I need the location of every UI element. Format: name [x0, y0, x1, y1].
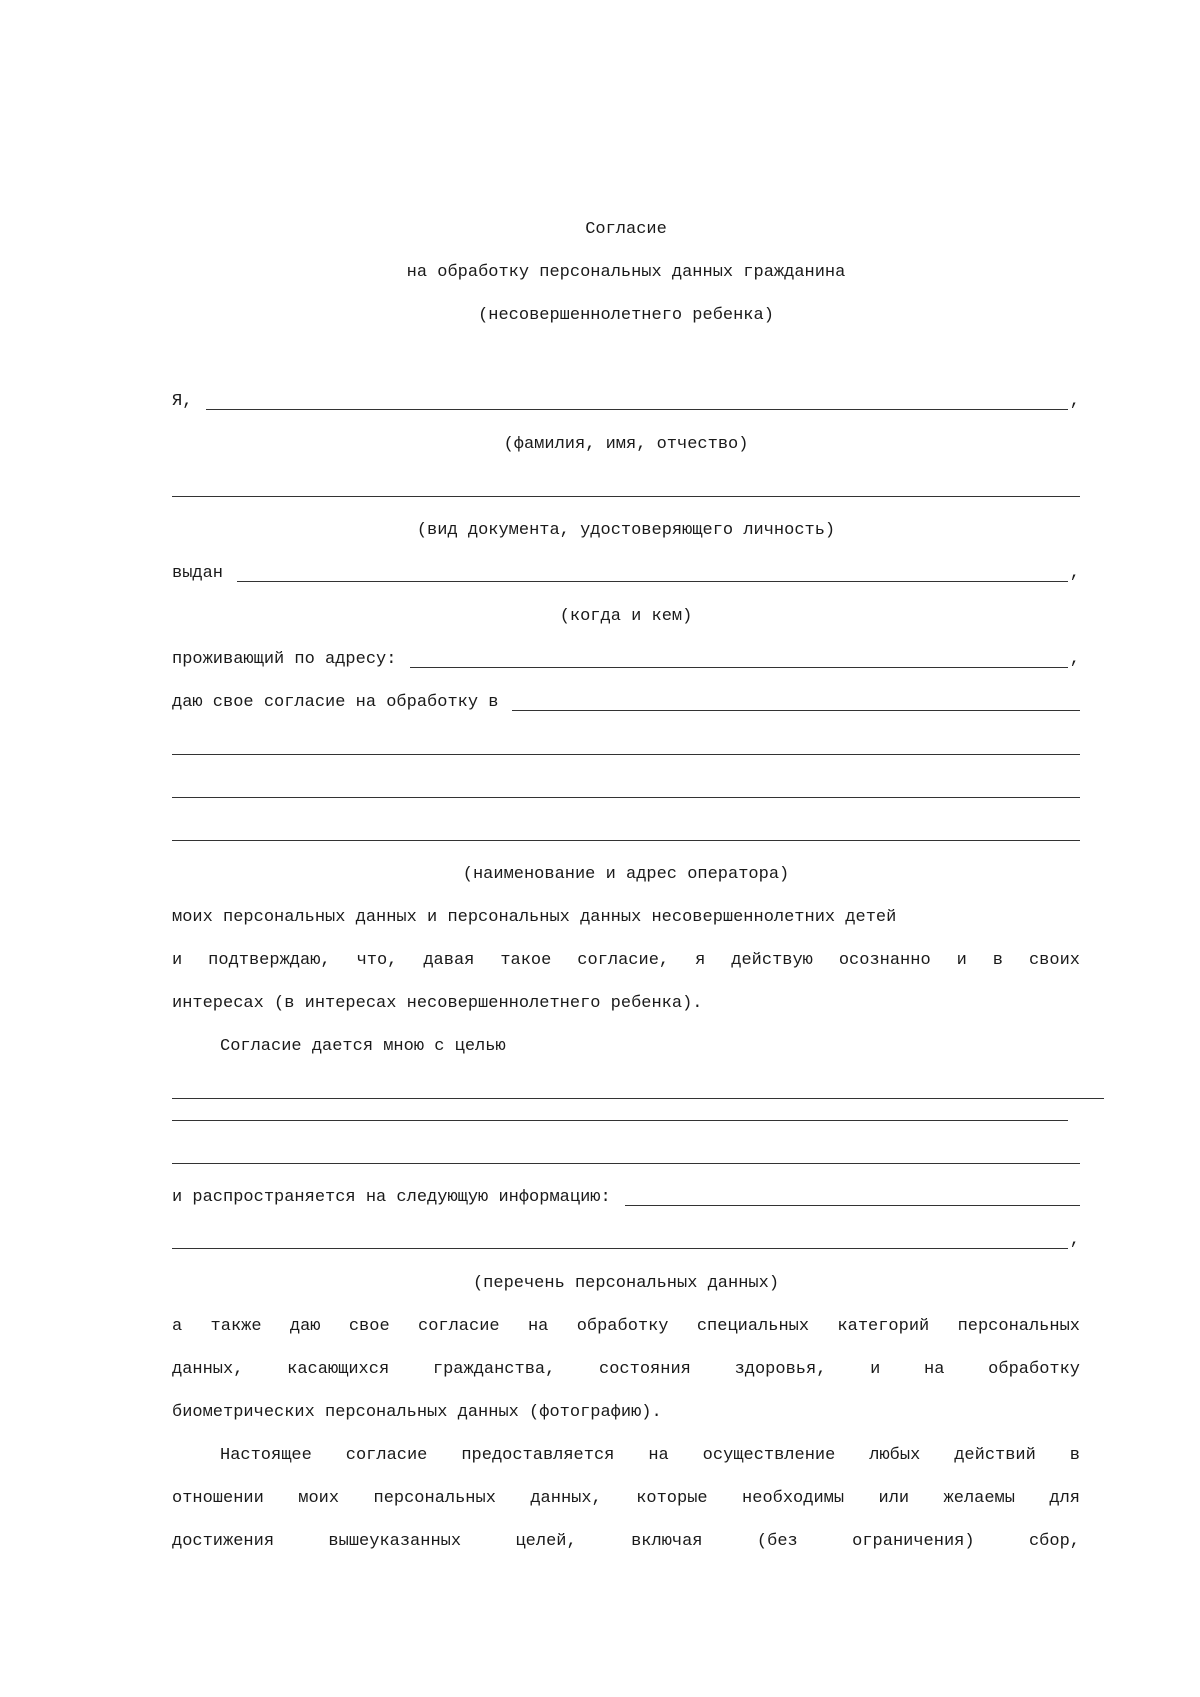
fio-prefix: Я,: [172, 392, 193, 411]
fio-comma: ,: [1069, 392, 1080, 411]
operator-caption: (наименование и адрес оператора): [462, 865, 790, 884]
paragraph-line: биометрических персональных данных (фотографию).: [172, 1403, 662, 1422]
paragraph-line: достижения вышеуказанных целей, включая (без ограничения) сбор,: [172, 1532, 1080, 1551]
issued-comma: ,: [1069, 564, 1080, 583]
paragraph-line: моих персональных данных и персональных данных несовершеннолетних детей: [172, 908, 897, 927]
operator-field-line-2[interactable]: [172, 754, 1080, 755]
purpose-field-line-2[interactable]: [172, 1120, 1068, 1121]
operator-field-line-3[interactable]: [172, 797, 1080, 798]
document-title: Согласие: [585, 220, 667, 239]
fio-caption: (фамилия, имя, отчество): [503, 435, 749, 454]
fio-field[interactable]: [206, 392, 1067, 410]
issued-row: [172, 562, 1080, 586]
operator-field[interactable]: [512, 693, 1080, 711]
info-field-line-2[interactable]: [172, 1231, 1068, 1249]
address-field[interactable]: [410, 650, 1067, 668]
document-subtitle-minor: (несовершеннолетнего ребенка): [478, 306, 774, 325]
address-row: [172, 648, 1080, 672]
issued-caption: (когда и кем): [559, 607, 693, 626]
id-document-field[interactable]: [172, 496, 1080, 497]
issued-field[interactable]: [237, 564, 1068, 582]
info-prefix: и распространяется на следующую информацию:: [172, 1188, 611, 1207]
paragraph-line: а также даю свое согласие на обработку специальных категорий персональных: [172, 1317, 1080, 1336]
operator-prefix: даю свое согласие на обработку в: [172, 693, 499, 712]
purpose-label: Согласие дается мною с целью: [220, 1037, 506, 1056]
purpose-field-line-3[interactable]: [172, 1163, 1080, 1164]
fio-row: [172, 390, 1080, 414]
purpose-field-line-1[interactable]: [172, 1098, 1104, 1099]
address-prefix: проживающий по адресу:: [172, 650, 397, 669]
issued-prefix: выдан: [172, 564, 224, 583]
info-field[interactable]: [625, 1188, 1080, 1206]
info-row-2: [172, 1229, 1080, 1253]
paragraph-line: интересах (в интересах несовершеннолетнего ребенка).: [172, 994, 703, 1013]
paragraph-line: Настоящее согласие предоставляется на осуществление любых действий в: [220, 1446, 1080, 1465]
paragraph-line: и подтверждаю, что, давая такое согласие, я действую осознанно и в своих: [172, 951, 1080, 970]
personal-data-list-caption: (перечень персональных данных): [472, 1274, 780, 1293]
paragraph-line: данных, касающихся гражданства, состояния здоровья, и на обработку: [172, 1360, 1080, 1379]
operator-row: [172, 691, 1080, 715]
paragraph-line: отношении моих персональных данных, которые необходимы или желаемы для: [172, 1489, 1080, 1508]
info-comma: ,: [1069, 1231, 1080, 1250]
id-document-caption: (вид документа, удостоверяющего личность): [416, 521, 836, 540]
address-comma: ,: [1069, 650, 1080, 669]
info-row: [172, 1186, 1080, 1210]
operator-field-line-4[interactable]: [172, 840, 1080, 841]
document-subtitle: на обработку персональных данных гражданина: [406, 263, 846, 282]
